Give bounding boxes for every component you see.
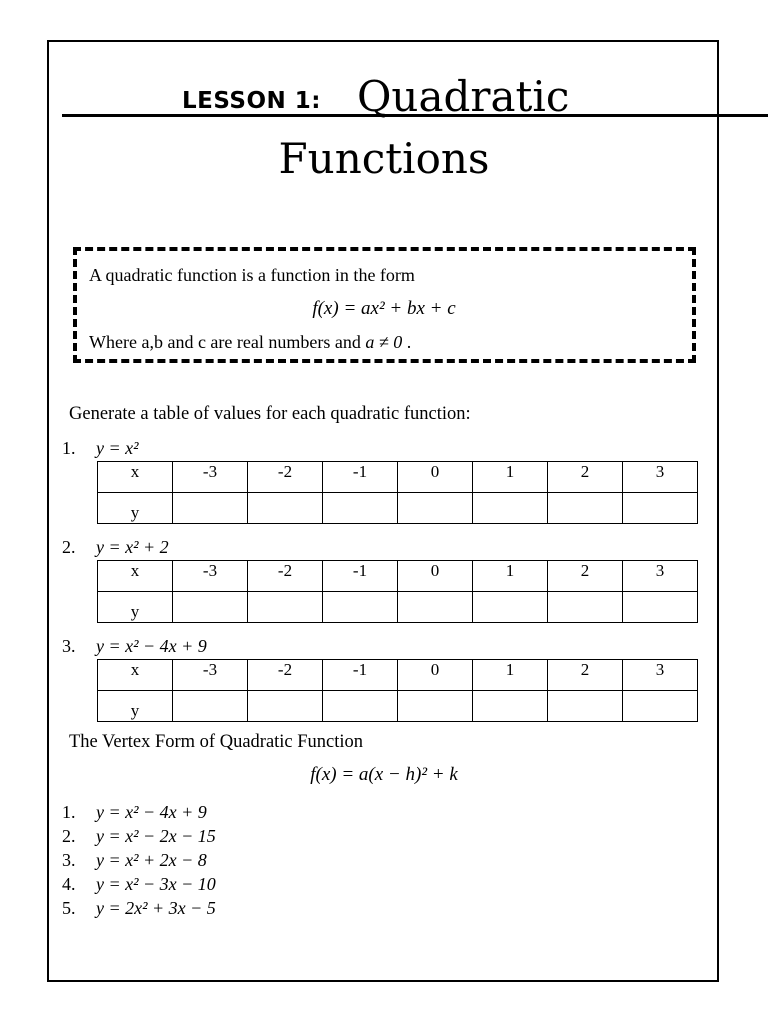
x-value-cell: 3 <box>623 561 698 592</box>
x-value-cell: 2 <box>548 561 623 592</box>
y-value-cell[interactable] <box>248 592 323 623</box>
y-value-cell[interactable] <box>323 691 398 722</box>
item-equation: y = x² + 2x − 8 <box>96 850 207 870</box>
y-value-cell[interactable] <box>323 592 398 623</box>
table-instruction: Generate a table of values for each quadratic function: <box>69 404 471 424</box>
x-value-cell: -3 <box>173 561 248 592</box>
x-value-cell: 0 <box>398 462 473 493</box>
x-value-cell: -2 <box>248 561 323 592</box>
x-value-cell: -1 <box>323 462 398 493</box>
x-value-cell: -2 <box>248 660 323 691</box>
list-item <box>62 872 216 896</box>
item-number: 3. <box>62 850 76 870</box>
item-equation: y = x² + 2 <box>96 537 169 557</box>
y-value-cell[interactable] <box>473 691 548 722</box>
x-header-cell: x <box>98 660 173 691</box>
item-number: 1. <box>62 438 76 458</box>
x-value-cell: -1 <box>323 561 398 592</box>
x-row <box>98 660 698 691</box>
lesson-label: LESSON 1: <box>182 88 321 114</box>
x-value-cell: -2 <box>248 462 323 493</box>
y-row <box>98 493 698 524</box>
item-number: 1. <box>62 802 76 822</box>
title-quadratic: Quadratic <box>357 72 570 121</box>
list-item <box>62 848 216 872</box>
vertex-form-heading: The Vertex Form of Quadratic Function <box>69 732 364 752</box>
x-value-cell: 0 <box>398 660 473 691</box>
x-row <box>98 462 698 493</box>
y-value-cell[interactable] <box>398 691 473 722</box>
table-1-label <box>62 438 139 459</box>
item-equation: y = x² − 4x + 9 <box>96 802 207 822</box>
y-value-cell[interactable] <box>398 493 473 524</box>
x-value-cell: 0 <box>398 561 473 592</box>
y-value-cell[interactable] <box>323 493 398 524</box>
vertex-exercise-list <box>62 800 216 920</box>
x-value-cell: -1 <box>323 660 398 691</box>
definition-condition-line <box>89 332 411 353</box>
values-table-2 <box>97 560 698 623</box>
item-number: 3. <box>62 636 76 656</box>
x-value-cell: 1 <box>473 660 548 691</box>
x-value-cell: -3 <box>173 462 248 493</box>
list-item <box>62 896 216 920</box>
item-number: 4. <box>62 874 76 894</box>
y-header-cell: y <box>98 592 173 623</box>
y-value-cell[interactable] <box>548 691 623 722</box>
y-value-cell[interactable] <box>548 493 623 524</box>
definition-condition-text: Where a,b and c are real numbers and <box>89 332 361 352</box>
x-header-cell: x <box>98 561 173 592</box>
y-value-cell[interactable] <box>623 691 698 722</box>
vertex-form-formula: f(x) = a(x − h)² + k <box>310 764 458 785</box>
y-value-cell[interactable] <box>173 592 248 623</box>
table-2-label <box>62 537 169 558</box>
y-value-cell[interactable] <box>248 493 323 524</box>
item-equation: y = x² − 2x − 15 <box>96 826 216 846</box>
definition-condition: a ≠ 0 <box>365 332 403 352</box>
y-value-cell[interactable] <box>623 493 698 524</box>
item-equation: y = x² − 4x + 9 <box>96 636 207 656</box>
x-header-cell: x <box>98 462 173 493</box>
x-value-cell: 2 <box>548 660 623 691</box>
x-value-cell: 3 <box>623 462 698 493</box>
item-equation: y = 2x² + 3x − 5 <box>96 898 216 918</box>
x-value-cell: 1 <box>473 462 548 493</box>
y-value-cell[interactable] <box>473 592 548 623</box>
y-value-cell[interactable] <box>623 592 698 623</box>
x-value-cell: 3 <box>623 660 698 691</box>
item-equation: y = x² − 3x − 10 <box>96 874 216 894</box>
definition-formula: f(x) = ax² + bx + c <box>312 298 456 319</box>
y-value-cell[interactable] <box>473 493 548 524</box>
y-value-cell[interactable] <box>548 592 623 623</box>
title-functions: Functions <box>278 134 490 183</box>
y-value-cell[interactable] <box>173 493 248 524</box>
y-value-cell[interactable] <box>173 691 248 722</box>
definition-period: . <box>406 332 412 352</box>
item-number: 5. <box>62 898 76 918</box>
item-number: 2. <box>62 826 76 846</box>
values-table-3 <box>97 659 698 722</box>
item-equation: y = x² <box>96 438 139 458</box>
table-3-label <box>62 636 207 657</box>
y-row <box>98 592 698 623</box>
definition-text: A quadratic function is a function in the form <box>89 265 415 285</box>
y-row <box>98 691 698 722</box>
x-value-cell: 2 <box>548 462 623 493</box>
y-header-cell: y <box>98 691 173 722</box>
values-table-1 <box>97 461 698 524</box>
x-value-cell: -3 <box>173 660 248 691</box>
item-number: 2. <box>62 537 76 557</box>
x-value-cell: 1 <box>473 561 548 592</box>
x-row <box>98 561 698 592</box>
y-value-cell[interactable] <box>398 592 473 623</box>
list-item <box>62 800 216 824</box>
y-header-cell: y <box>98 493 173 524</box>
y-value-cell[interactable] <box>248 691 323 722</box>
list-item <box>62 824 216 848</box>
